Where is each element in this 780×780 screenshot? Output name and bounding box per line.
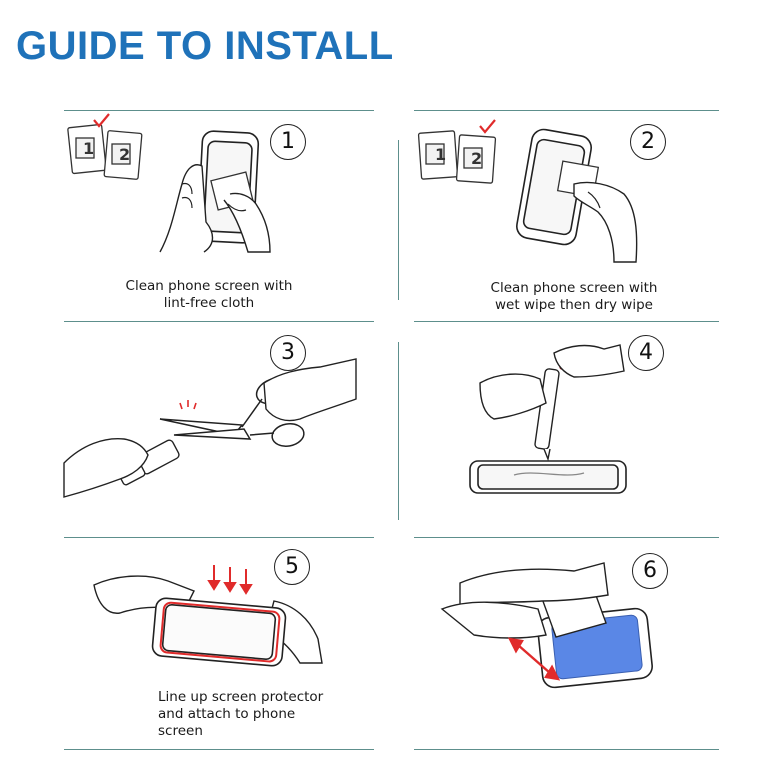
step-4-illustration xyxy=(414,323,719,535)
caption-line: screen xyxy=(158,723,203,739)
svg-text:2: 2 xyxy=(471,149,483,168)
divider xyxy=(64,110,374,111)
step-number-badge: 4 xyxy=(628,335,664,371)
svg-text:1: 1 xyxy=(83,139,95,158)
step-2-panel xyxy=(414,112,719,320)
step-6-panel xyxy=(414,539,719,747)
caption-line: lint-free cloth xyxy=(163,295,255,311)
step-1-caption xyxy=(94,278,324,312)
step-3-panel xyxy=(64,323,374,535)
step-1-panel xyxy=(64,112,374,320)
divider xyxy=(414,321,719,322)
svg-text:1: 1 xyxy=(435,145,447,164)
step-number-badge: 5 xyxy=(274,549,310,585)
divider xyxy=(414,537,719,538)
step-number-badge: 1 xyxy=(270,124,306,160)
caption-line: and attach to phone xyxy=(158,706,296,722)
step-number-badge: 6 xyxy=(632,553,668,589)
step-6-illustration xyxy=(414,539,719,747)
divider xyxy=(398,342,399,520)
caption-line: Clean phone screen with xyxy=(490,280,658,296)
caption-line: wet wipe then dry wipe xyxy=(495,297,653,313)
svg-text:2: 2 xyxy=(119,145,131,164)
step-5-caption xyxy=(158,689,358,740)
step-5-panel xyxy=(64,539,374,747)
divider xyxy=(398,140,399,300)
step-number-badge: 3 xyxy=(270,335,306,371)
divider xyxy=(64,537,374,538)
caption-line: Line up screen protector xyxy=(158,689,324,705)
step-number-badge: 2 xyxy=(630,124,666,160)
divider xyxy=(414,749,719,750)
page-title: GUIDE TO INSTALL xyxy=(16,24,394,68)
caption-line: Clean phone screen with xyxy=(125,278,293,294)
divider xyxy=(414,110,719,111)
divider xyxy=(64,321,374,322)
step-2-caption xyxy=(454,280,694,314)
step-4-panel xyxy=(414,323,719,535)
divider xyxy=(64,749,374,750)
step-3-illustration xyxy=(64,323,374,535)
